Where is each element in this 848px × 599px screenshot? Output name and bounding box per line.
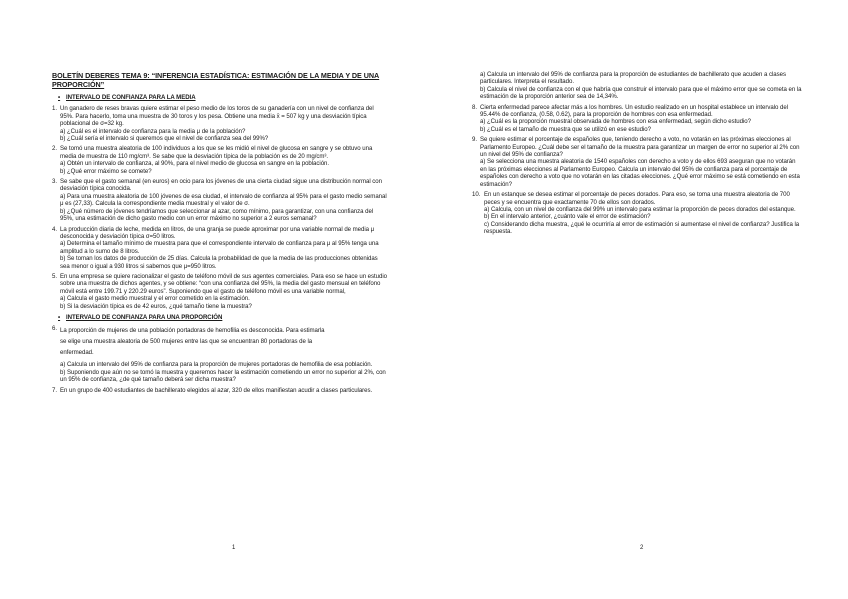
question-part: b) Si la desviación típica es de 42 euros, ¿qué tamaño tiene la muestra?: [60, 302, 252, 310]
page-1-content: [52, 71, 388, 397]
question-part: a) ¿Cuál es la proporción muestral observada de hombres con esa enfermedad, según dicho estudio?: [480, 118, 751, 126]
question-9: 9. Se quiere estimar el porcentaje de españoles que, teniendo derecho a voto, no votarán en las próximas elecciones al Parlamento Europeo. ¿Cuál debe ser el tamaño de la muestra para garantizar un margen de error no superior al 2% con un nivel del 95% de confianza? a) Se selecciona una muestra aleatoria de 1540 españoles con derecho a voto y de ellos 693 aseguran que no votarán en las próximas elecciones al Parlamento Europeo. Calcula un intervalo del 95% de confianza para el porcentaje de españoles con derecho a voto que no votarán en las citadas elecciones. ¿Qué error máximo se está cometiendo en esta estimación?: [472, 136, 802, 188]
question-2: 2. Se tomó una muestra aleatoria de 100 individuos a los que se les midió el nivel de glucosa en sangre y se obtuvo una media de muestra de 110 mg/cm³. Se sabe que la desviación típica de la población es de 20 mg/cm³. a) Obtén un intervalo de confianza, al 90%, para el nivel medio de glucosa en sangre en la población. b) ¿Qué error máximo se comete?: [52, 145, 388, 175]
question-text: se elige una muestra aleatoria de 500 mujeres entre las que se encuentran 80 portadoras de la: [60, 338, 313, 346]
question-text: Se quiere estimar el porcentaje de españoles que, teniendo derecho a voto, no votarán en las próximas elecciones al Parlamento Europeo. ¿Cuál debe ser el tamaño de la muestra para garantizar un margen de error no superior al 2% con un nivel del 95% de confianza?: [480, 136, 800, 159]
question-7-parts: [472, 71, 802, 101]
page-2-content: [472, 71, 802, 239]
question-part: a) Para una muestra aleatoria de 100 jóvenes de esa ciudad, el intervalo de confianza al 95% para el gasto medio semanal μ es (27,33). Calcula la correspondiente media muestral y el valor de σ.: [60, 192, 387, 208]
question-part: a) Determina el tamaño mínimo de muestra para que el correspondiente intervalo de confianza para μ al 95% tenga una amplitud a lo sumo de 8 litros.: [60, 240, 379, 255]
question-text: La producción diaria de leche, medida en litros, de una granja se puede aproximar por una variable normal de media μ desconocida y desviación típica σ=50 litros.: [60, 225, 375, 240]
section-heading-proportion: • INTERVALO DE CONFIANZA PARA UNA PROPORCIÓN: [58, 313, 223, 321]
question-text: Cierta enfermedad parece afectar más a los hombres. Un estudio realizado en un hospital establece un intervalo del 95.44% de confianza, (0.58, 0.62), para la proporción de hombres con esa enfermedad.: [480, 103, 788, 119]
question-text: En una empresa se quiere racionalizar el gasto de teléfono móvil de sus agentes comerciales. Para eso se hace un estudio sobre una muestra de dichos agentes, y se obtiene: “con una confianza del 95%, la media del gasto mensual en teléfono móvil está entre 199.71 y 220.29 euros”. Suponiendo que el gasto de teléfono móvil es una variable normal,: [60, 272, 387, 295]
question-part: a) Se selecciona una muestra aleatoria de 1540 españoles con derecho a voto y de ellos 693 aseguran que no votarán en las próximas elecciones al Parlamento Europeo. Calcula un intervalo del 95% de confianza para el porcentaje de españoles con derecho a voto que no votarán en las citadas elecciones. ¿Qué error máximo se está cometiendo en esta estimación?: [480, 158, 800, 188]
question-text: En un estanque se desea estimar el porcentaje de peces dorados. Para eso, se toma una muestra aleatoria de 700 peces y se encuentra que exactamente 70 de ellos son dorados.: [484, 191, 790, 206]
document-title: BOLETÍN DEBERES TEMA 9: “INFERENCIA ESTADÍSTICA: ESTIMACIÓN DE LA MEDIA Y DE UNA PROPORCIÓN”: [52, 71, 380, 89]
question-part: a) Obtén un intervalo de confianza, al 90%, para el nivel medio de glucosa en sangre en la población.: [60, 160, 330, 168]
question-text: Se sabe que el gasto semanal (en euros) en ocio para los jóvenes de una cierta ciudad sigue una distribución normal con desviación típica conocida.: [60, 178, 382, 193]
question-text: Un ganadero de reses bravas quiere estimar el peso medio de los toros de su ganadería con un nivel de confianza del 95%. Para hacerlo, toma una muestra de 30 toros y los pesa. Obtiene una media x̄ = 507 kg y una desviación típica poblacional de σ=32 kg.: [60, 105, 374, 128]
question-part: b) Se toman los datos de producción de 25 días. Calcula la probabilidad de que la media de las producciones obtenidas sea menor o igual a 930 litros si sabemos que μ=950 litros.: [60, 255, 378, 270]
question-part: c) Considerando dicha muestra, ¿qué le ocurriría al error de estimación si aumentase el nivel de confianza? Justifica la respuesta.: [484, 220, 800, 236]
question-text: Se tomó una muestra aleatoria de 100 individuos a los que se les midió el nivel de glucosa en sangre y se obtuvo una media de muestra de 110 mg/cm³. Se sabe que la desviación típica de la población es de 20 mg/cm³.: [60, 145, 373, 160]
question-part: a) ¿Cuál es el intervalo de confianza para la media μ de la población?: [60, 127, 246, 135]
question-3: 3. Se sabe que el gasto semanal (en euros) en ocio para los jóvenes de una cierta ciudad sigue una distribución normal con desviación típica conocida. a) Para una muestra aleatoria de 100 jóvenes de esa ciudad, el intervalo de confianza al 95% para el gasto medio semanal μ es (27,33). Calcula la correspondiente media muestral y el valor de σ. b) ¿Qué número de jóvenes tendríamos que seleccionar al azar, como mínimo, para garantizar, con una confianza del 95%, una estimación de dicho gasto medio con un error máximo no superior a 2 euros semanal?: [52, 178, 387, 223]
page-number: 1: [232, 545, 236, 551]
question-part: a) Calcula un intervalo del 95% de confianza para la proporción de mujeres portadoras de hemofilia de esa población.: [60, 361, 373, 369]
question-part: b) Suponiendo que aún no se tomó la muestra y queremos hacer la estimación cometiendo un error no superior al 2%, con un 95% de confianza, ¿de qué tamaño deberá ser dicha muestra?: [60, 368, 386, 384]
bullet-icon: •: [58, 94, 61, 101]
question-6-parts: [52, 361, 388, 383]
question-part: a) Calcula, con un nivel de confianza del 99% un intervalo para estimar la proporción de peces dorados del estanque.: [484, 205, 796, 213]
question-part: b) ¿Cuál sería el intervalo si queremos que el nivel de confianza sea del 99%?: [60, 135, 269, 143]
page-2: [424, 0, 848, 599]
question-1: 1. Un ganadero de reses bravas quiere estimar el peso medio de los toros de su ganadería con un nivel de confianza del 95%. Para hacerlo, toma una muestra de 30 toros y los pesa. Obtiene una media x̄ = 507 kg y una desviación típica poblacional de σ=32 kg. a) ¿Cuál es el intervalo de confianza para la media μ de la población? b) ¿Cuál sería el intervalo si queremos que el nivel de confianza sea del 99%?: [52, 105, 388, 142]
question-text: La proporción de mujeres de una población portadoras de hemofilia es desconocida. Para estimarla: [60, 327, 325, 335]
bullet-icon: •: [58, 313, 61, 321]
question-part: a) Calcula un intervalo del 95% de confianza para la proporción de estudiantes de bachillerato que acuden a clases particulares. Interpreta el resultado.: [480, 71, 786, 86]
question-text: enfermedad.: [60, 349, 94, 357]
question-5: 5. En una empresa se quiere racionalizar el gasto de teléfono móvil de sus agentes comerciales. Para eso se hace un estudio sobre una muestra de dichos agentes, y se obtiene: “con una confianza del 95%, la media del gasto mensual en teléfono móvil está entre 199.71 y 220.29 euros”. Suponiendo que el gasto de teléfono móvil es una variable normal, a) Calcula el gasto medio muestral y el error cometido en la estimación. b) Si la desviación típica es de 42 euros, ¿qué tamaño tiene la muestra?: [52, 272, 387, 310]
question-10: 10. En un estanque se desea estimar el porcentaje de peces dorados. Para eso, se toma una muestra aleatoria de 700 peces y se encuentra que exactamente 70 de ellos son dorados. a) Calcula, con un nivel de confianza del 99% un intervalo para estimar la proporción de peces dorados del estanque. b) En el intervalo anterior, ¿cuánto vale el error de estimación? c) Considerando dicha muestra, ¿qué le ocurriría al error de estimación si aumentase el nivel de confianza? Justifica la respuesta.: [472, 191, 802, 235]
question-8: 8. Cierta enfermedad parece afectar más a los hombres. Un estudio realizado en un hospital establece un intervalo del 95.44% de confianza, (0.58, 0.62), para la proporción de hombres con esa enfermedad. a) ¿Cuál es la proporción muestral observada de hombres con esa enfermedad, según dicho estudio? b) ¿Cuál es el tamaño de muestra que se utilizó en ese estudio?: [472, 104, 802, 134]
page-number: 2: [640, 545, 644, 551]
question-7: 7. En un grupo de 400 estudiantes de bachillerato elegidos al azar, 320 de ellos manifiestan acudir a clases particulares.: [52, 387, 388, 394]
question-text: En un grupo de 400 estudiantes de bachillerato elegidos al azar, 320 de ellos manifiestan acudir a clases particulares.: [60, 386, 373, 394]
question-4: 4. La producción diaria de leche, medida en litros, de una granja se puede aproximar por una variable normal de media μ desconocida y desviación típica σ=50 litros. a) Determina el tamaño mínimo de muestra para que el correspondiente intervalo de confianza para μ al 95% tenga una amplitud a lo sumo de 8 litros. b) Se toman los datos de producción de 25 días. Calcula la probabilidad de que la media de las producciones obtenidas sea menor o igual a 930 litros si sabemos que μ=950 litros.: [52, 226, 388, 270]
question-part: b) ¿Cuál es el tamaño de muestra que se utilizó en ese estudio?: [480, 125, 651, 133]
question-part: b) Calcula el nivel de confianza con el que habría que construir el intervalo para que el máximo error que se cometa en la estimación de la proporción anterior sea de 14,34%.: [480, 85, 802, 101]
question-part: b) ¿Qué error máximo se comete?: [60, 167, 152, 175]
question-part: a) Calcula el gasto medio muestral y el error cometido en la estimación.: [60, 295, 250, 303]
question-part: b) ¿Qué número de jóvenes tendríamos que seleccionar al azar, como mínimo, para garantizar, con una confianza del 95%, una estimación de dicho gasto medio con un error máximo no superior a 2 euros semanal?: [60, 207, 374, 223]
question-part: b) En el intervalo anterior, ¿cuánto vale el error de estimación?: [484, 213, 651, 221]
section-heading-mean: • INTERVALO DE CONFIANZA PARA LA MEDIA: [58, 94, 196, 101]
question-6: 6. La proporción de mujeres de una población portadoras de hemofilia es desconocida. Para estimarla se elige una muestra aleatoria de 500 mujeres entre las que se encuentran 80 portadoras de la enfermedad.: [52, 325, 388, 358]
